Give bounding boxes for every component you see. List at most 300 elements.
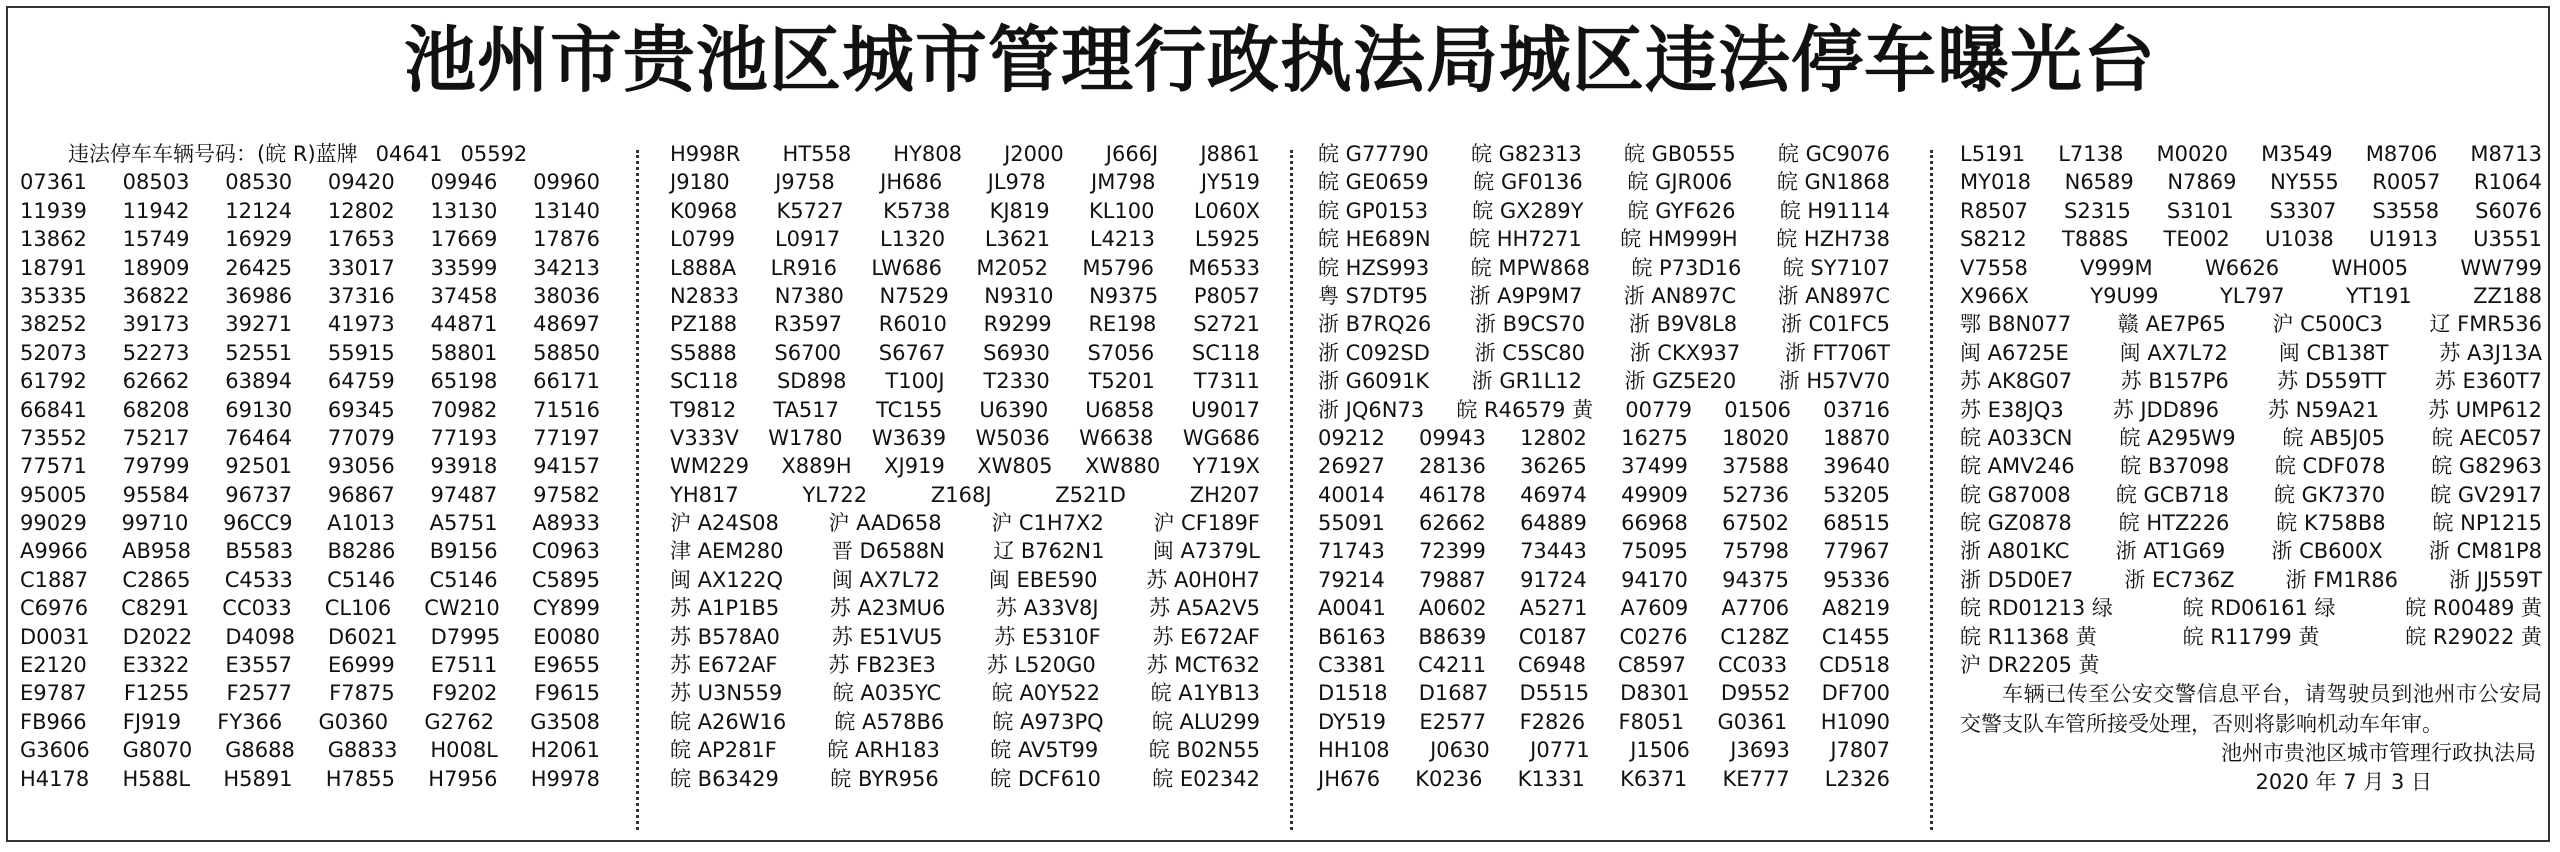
plate-number: 浙 H57V70: [1778, 369, 1890, 394]
plate-number: 苏 E360T7: [2434, 369, 2542, 394]
plate-row: [20, 537, 600, 565]
plate-number: Y719X: [1192, 454, 1260, 479]
plate-number: J666J: [1105, 142, 1159, 166]
plate-number: 09212: [1318, 425, 1385, 450]
plate-number: 75095: [1621, 539, 1688, 564]
plate-row: [1318, 736, 1890, 764]
plate-number: D1518: [1318, 681, 1388, 706]
plate-number: F8051: [1618, 709, 1685, 734]
plate-number: S7056: [1087, 340, 1155, 365]
plate-number: Z168J: [930, 482, 992, 507]
plate-number: 苏 JDD896: [2112, 397, 2219, 422]
plate-number: 97582: [533, 482, 600, 507]
plate-number: YT191: [2345, 283, 2412, 308]
plate-number: J0771: [1530, 738, 1590, 763]
plate-number: E3557: [225, 653, 293, 678]
plate-number: 沪 DR2205 黄: [1960, 653, 2100, 678]
plate-number: 62662: [122, 369, 190, 394]
plate-number: V7558: [1960, 255, 2028, 280]
plate-number: 浙 AT1G69: [2115, 539, 2226, 564]
plate-number: 71516: [533, 397, 600, 422]
plate-number: 39271: [225, 312, 293, 337]
plate-number: K5738: [883, 198, 951, 223]
plate-number: 皖 HM999H: [1620, 227, 1738, 252]
plate-row: [1318, 424, 1890, 452]
plate-number: C6948: [1517, 653, 1587, 678]
plate-number: 苏 UMP612: [2428, 397, 2542, 422]
plate-number: SC118: [670, 369, 739, 394]
plate-number: S2315: [2064, 198, 2131, 223]
plate-row: [1318, 254, 1890, 282]
plate-number: 皖 GF0136: [1473, 170, 1583, 195]
plate-number: 62662: [1419, 511, 1486, 536]
plate-number: D1687: [1418, 681, 1489, 706]
plate-number: JM798: [1091, 170, 1156, 195]
plate-number: R3597: [773, 312, 842, 337]
plate-number: C8291: [121, 596, 190, 621]
plate-row: [1318, 140, 1890, 168]
plate-number: 63894: [225, 369, 293, 394]
plate-number: 苏 N59A21: [2267, 397, 2380, 422]
plate-number: 46178: [1419, 482, 1486, 507]
plate-number: 苏 MCT632: [1146, 653, 1260, 678]
plate-number: TC155: [876, 397, 943, 422]
plate-row: [1960, 367, 2542, 395]
plate-number: 99710: [121, 511, 189, 536]
plate-number: 皖 A033CN: [1960, 425, 2073, 450]
plate-row: [20, 566, 600, 594]
plate-row: [20, 367, 600, 395]
plate-number: 26425: [225, 255, 293, 280]
plate-number: M2052: [976, 255, 1048, 280]
plate-number: M0020: [2156, 142, 2229, 166]
plate-row: [670, 566, 1260, 594]
plate-row: [1318, 537, 1890, 565]
issuer-signature: 池州市贵池区城市管理行政执法局: [2221, 741, 2536, 766]
plate-number: W1780: [768, 425, 843, 450]
plate-number: 18870: [1823, 425, 1890, 450]
plate-number: S3307: [2269, 198, 2337, 223]
plate-row: [20, 396, 600, 424]
plate-number: L060X: [1193, 198, 1260, 223]
plate-number: YH817: [670, 482, 739, 507]
plate-number: 苏 A0H0H7: [1146, 567, 1260, 592]
plate-number: 95584: [122, 482, 190, 507]
plate-number: JH676: [1318, 766, 1381, 791]
plate-number: L5191: [1960, 142, 2026, 166]
plate-number: 37316: [327, 283, 395, 308]
plate-row: [670, 225, 1260, 253]
plate-number: T9812: [670, 397, 737, 422]
plate-row: [20, 197, 600, 225]
page-title: 池州市贵池区城市管理行政执法局城区违法停车曝光台: [403, 17, 2156, 102]
plate-number: 皖 G77790: [1318, 142, 1429, 166]
plate-column-3: [1318, 140, 1890, 793]
plate-number: 94375: [1722, 567, 1789, 592]
plate-row: [670, 509, 1260, 537]
plate-number: 皖 NP1215: [2432, 511, 2542, 536]
plate-number: R1064: [2473, 170, 2542, 195]
plate-number: 77193: [430, 425, 498, 450]
plate-number: 71743: [1318, 539, 1385, 564]
plate-number: K5727: [776, 198, 844, 223]
plate-number: 09946: [430, 170, 498, 195]
plate-number: 皖 E02342: [1152, 766, 1260, 791]
plate-row: [670, 537, 1260, 565]
plate-number: U3551: [2473, 227, 2542, 252]
plate-number: 鄂 B8N077: [1960, 312, 2072, 337]
plate-number: 苏 L520G0: [986, 653, 1096, 678]
plate-row: [20, 225, 600, 253]
plate-number: H7956: [428, 766, 498, 791]
plate-number: 皖 GX289Y: [1472, 198, 1584, 223]
plate-number: 38252: [20, 312, 87, 337]
plate-number: C6976: [20, 596, 89, 621]
plate-number: FY366: [217, 709, 283, 734]
plate-number: 苏 A33V8J: [995, 596, 1099, 621]
plate-number: W6638: [1079, 425, 1154, 450]
plate-number: 40014: [1318, 482, 1385, 507]
plate-number: 26927: [1318, 454, 1385, 479]
plate-row: [1960, 254, 2542, 282]
plate-number: 苏 A1P1B5: [670, 596, 780, 621]
plate-number: 粤 S7DT95: [1318, 283, 1429, 308]
plate-number: 77197: [533, 425, 600, 450]
plate-number: 沪 AAD658: [828, 511, 942, 536]
plate-row: [670, 736, 1260, 764]
plate-number: 皖 GZ0878: [1960, 511, 2072, 536]
plate-number: M5796: [1082, 255, 1154, 280]
plate-number: L2326: [1824, 766, 1890, 791]
plate-number: 94157: [533, 454, 600, 479]
plate-number: L4213: [1089, 227, 1156, 252]
plate-number: J9758: [775, 170, 835, 195]
plate-number: D9552: [1720, 681, 1791, 706]
plate-number: 苏 D559TT: [2277, 369, 2387, 394]
plate-number: K1331: [1517, 766, 1585, 791]
plate-number: 浙 C5SC80: [1474, 340, 1585, 365]
plate-number: A8933: [532, 511, 600, 536]
plate-number: 41973: [327, 312, 395, 337]
plate-number: J1506: [1630, 738, 1690, 763]
plate-number: 苏 A3J13A: [2439, 340, 2542, 365]
plate-number: T100J: [885, 369, 945, 394]
plate-number: 05592: [460, 142, 528, 166]
plate-row: [1960, 140, 2542, 168]
plate-number: H998R: [670, 142, 741, 166]
plate-number: 67502: [1722, 511, 1789, 536]
plate-number: N7529: [879, 283, 949, 308]
plate-number: 70982: [430, 397, 498, 422]
plate-number: 浙 JJ559T: [2449, 567, 2542, 592]
plate-number: N7380: [774, 283, 844, 308]
plate-number: 皖 GJR006: [1627, 170, 1733, 195]
plate-number: CC033: [1717, 653, 1788, 678]
plate-number: 皖 GYF626: [1627, 198, 1736, 223]
plate-number: 皖 B02N55: [1148, 738, 1260, 763]
plate-number: 苏 E51VU5: [831, 624, 943, 649]
plate-number: 00779: [1625, 397, 1693, 422]
plate-row: [1318, 708, 1890, 736]
plate-row: [20, 651, 600, 679]
plate-number: C0276: [1619, 624, 1688, 649]
plate-number: 92501: [225, 454, 293, 479]
plate-number: 35335: [20, 283, 87, 308]
plate-number: 皖 HZH738: [1776, 227, 1890, 252]
plate-number: H4178: [20, 766, 90, 791]
plate-number: T5201: [1088, 369, 1155, 394]
plate-number: 15749: [122, 227, 190, 252]
plate-number: 皖 BYR956: [830, 766, 939, 791]
plate-number: J2000: [1004, 142, 1064, 166]
plate-number: 皖 G82963: [2431, 454, 2542, 479]
plate-number: E6999: [327, 653, 395, 678]
plate-number: C5146: [429, 567, 498, 592]
plate-number: G3606: [20, 738, 90, 763]
plate-number: 津 AEM280: [670, 539, 784, 564]
plate-number: 96867: [327, 482, 395, 507]
plate-number: 皖 R11799 黄: [2182, 624, 2320, 649]
plate-number: 皖 RD06161 绿: [2182, 596, 2336, 621]
plate-number: 17653: [327, 227, 395, 252]
plate-row: [670, 197, 1260, 225]
plate-number: R0057: [2372, 170, 2441, 195]
plate-number: 16929: [225, 227, 293, 252]
plate-number: R6010: [878, 312, 947, 337]
plate-number: F7875: [329, 681, 395, 706]
plate-number: 93056: [327, 454, 395, 479]
plate-number: 37458: [430, 283, 498, 308]
plate-number: L5925: [1194, 227, 1260, 252]
plate-number: 皖 R46579 黄: [1456, 397, 1594, 422]
plate-number: F2577: [226, 681, 293, 706]
plate-row: [1318, 168, 1890, 196]
plate-row: [670, 168, 1260, 196]
plate-number: B5583: [225, 539, 294, 564]
plate-number: C128Z: [1720, 624, 1790, 649]
plate-number: 09960: [533, 170, 600, 195]
plate-row: [20, 168, 600, 196]
plate-number: HT558: [782, 142, 852, 166]
plate-number: S6767: [878, 340, 946, 365]
plate-number: 77079: [327, 425, 395, 450]
plate-number: 11939: [20, 198, 87, 223]
plate-number: M8713: [2470, 142, 2542, 166]
plate-number: TA517: [773, 397, 839, 422]
plate-number: J3693: [1730, 738, 1790, 763]
column-divider: [636, 150, 639, 830]
plate-number: DY519: [1318, 709, 1386, 734]
plate-row: [670, 424, 1260, 452]
plate-number: N7869: [2167, 170, 2237, 195]
plate-number: D2022: [122, 624, 193, 649]
plate-row: [1318, 197, 1890, 225]
intro-label: 违法停车车辆号码：(皖 R)蓝牌: [68, 142, 358, 166]
plate-number: L7138: [2058, 142, 2124, 166]
plate-number: M3549: [2261, 142, 2333, 166]
plate-number: G2762: [424, 709, 495, 734]
plate-number: 浙 D5D0E7: [1960, 567, 2074, 592]
plate-number: L0917: [774, 227, 841, 252]
plate-number: 12802: [327, 198, 395, 223]
plate-number: 58850: [533, 340, 600, 365]
plate-number: V999M: [2080, 255, 2153, 280]
plate-number: R8507: [1960, 198, 2029, 223]
plate-number: 73443: [1520, 539, 1587, 564]
plate-number: 皖 A035YC: [832, 681, 942, 706]
plate-number: 皖 MPW868: [1470, 255, 1590, 280]
plate-row: [20, 424, 600, 452]
plate-number: YL797: [2219, 283, 2285, 308]
plate-row: [670, 140, 1260, 168]
plate-number: 浙 B7RQ26: [1318, 312, 1432, 337]
plate-row: [670, 651, 1260, 679]
plate-number: E9655: [533, 653, 600, 678]
plate-number: 33017: [327, 255, 395, 280]
plate-number: 39173: [122, 312, 190, 337]
plate-number: J8861: [1200, 142, 1260, 166]
plate-number: S2721: [1193, 312, 1260, 337]
plate-number: 77967: [1823, 539, 1890, 564]
plate-number: 72399: [1419, 539, 1486, 564]
plate-number: 66171: [533, 369, 600, 394]
plate-number: S6700: [774, 340, 842, 365]
plate-number: CD518: [1819, 653, 1890, 678]
plate-row: [20, 452, 600, 480]
plate-number: 皖 HTZ226: [2118, 511, 2230, 536]
plate-number: 73552: [20, 425, 87, 450]
plate-number: G3508: [530, 709, 600, 734]
plate-number: 55091: [1318, 511, 1385, 536]
plate-number: D7995: [430, 624, 501, 649]
plate-number: G0361: [1717, 709, 1788, 734]
plate-number: FB966: [20, 709, 87, 734]
plate-number: 皖 G82313: [1470, 142, 1582, 166]
plate-number: 苏 B578A0: [670, 624, 780, 649]
plate-number: 76464: [225, 425, 293, 450]
plate-number: E2120: [20, 653, 87, 678]
plate-number: E2577: [1419, 709, 1487, 734]
plate-number: 皖 HE689N: [1318, 227, 1431, 252]
plate-number: 18791: [20, 255, 87, 280]
plate-number: 皖 AB5J05: [2282, 425, 2386, 450]
plate-number: 16275: [1621, 425, 1688, 450]
plate-number: XJ919: [884, 454, 945, 479]
plate-number: 苏 U3N559: [670, 681, 783, 706]
plate-number: K6371: [1620, 766, 1688, 791]
plate-number: 皖 A26W16: [670, 709, 787, 734]
plate-row: [1318, 396, 1890, 424]
plate-number: C1887: [20, 567, 89, 592]
plate-number: T7311: [1193, 369, 1260, 394]
plate-row: [1318, 225, 1890, 253]
plate-number: 皖 CDF078: [2274, 454, 2386, 479]
plate-number: 03716: [1823, 397, 1890, 422]
column-divider: [1290, 150, 1293, 830]
plate-number: 浙 B9V8L8: [1628, 312, 1738, 337]
plate-number: C2865: [122, 567, 191, 592]
plate-row: [1960, 396, 2542, 424]
plate-number: 苏 B157P6: [2120, 369, 2229, 394]
plate-number: A1013: [327, 511, 395, 536]
plate-number: RE198: [1088, 312, 1157, 337]
plate-row: [1960, 225, 2542, 253]
plate-number: E9787: [20, 681, 87, 706]
plate-row: [670, 452, 1260, 480]
plate-number: YL722: [802, 482, 868, 507]
plate-number: P8057: [1193, 283, 1260, 308]
plate-row: [1318, 452, 1890, 480]
plate-number: 36986: [225, 283, 293, 308]
plate-number: 69345: [327, 397, 395, 422]
plate-number: A0602: [1418, 596, 1487, 621]
plate-number: S5888: [670, 340, 737, 365]
plate-number: 浙 C01FC5: [1780, 312, 1890, 337]
plate-number: 28136: [1419, 454, 1486, 479]
plate-number: 12802: [1520, 425, 1587, 450]
plate-number: 13130: [430, 198, 498, 223]
plate-number: 皖 HZS993: [1318, 255, 1430, 280]
plate-row: [1960, 651, 2542, 679]
plate-number: A5271: [1519, 596, 1588, 621]
plate-number: 69130: [225, 397, 293, 422]
plate-row: [670, 396, 1260, 424]
plate-number: HY808: [893, 142, 962, 166]
plate-number: SC118: [1191, 340, 1260, 365]
plate-number: 闽 AX7L72: [2119, 340, 2228, 365]
plate-number: 08503: [122, 170, 190, 195]
plate-number: N9310: [984, 283, 1054, 308]
plate-row: [1960, 594, 2542, 622]
plate-number: N2833: [670, 283, 740, 308]
plate-number: U1038: [2264, 227, 2334, 252]
plate-number: C8597: [1617, 653, 1686, 678]
plate-number: 79799: [122, 454, 190, 479]
plate-number: 赣 AE7P65: [2117, 312, 2226, 337]
plate-number: 皖 K758B8: [2276, 511, 2386, 536]
plate-number: 苏 AK8G07: [1960, 369, 2073, 394]
plate-row: [1960, 566, 2542, 594]
plate-number: 55915: [327, 340, 395, 365]
plate-number: 皖 GK7370: [2274, 482, 2386, 507]
plate-number: 苏 FB23E3: [828, 653, 936, 678]
plate-number: L1320: [879, 227, 946, 252]
intro-line: [20, 140, 600, 168]
plate-number: C4533: [224, 567, 293, 592]
plate-number: KL100: [1088, 198, 1155, 223]
plate-number: 36822: [122, 283, 190, 308]
plate-number: H2061: [530, 738, 600, 763]
plate-row: [1318, 509, 1890, 537]
plate-number: 皖 RD01213 绿: [1960, 596, 2113, 621]
plate-number: 68515: [1823, 511, 1890, 536]
plate-number: L0799: [670, 227, 736, 252]
plate-number: C3381: [1318, 653, 1387, 678]
plate-number: B8639: [1418, 624, 1487, 649]
plate-number: 沪 C500C3: [2272, 312, 2383, 337]
plate-row: [670, 623, 1260, 651]
plate-number: 皖 H91114: [1779, 198, 1890, 223]
plate-number: 皖 R00489 黄: [2405, 596, 2542, 621]
plate-number: AB958: [122, 539, 191, 564]
plate-number: 77571: [20, 454, 87, 479]
plate-number: KJ819: [989, 198, 1050, 223]
plate-number: E3322: [122, 653, 190, 678]
plate-row: [1960, 310, 2542, 338]
plate-number: WH005: [2331, 255, 2409, 280]
plate-number: T888S: [2062, 227, 2129, 252]
plate-number: 58801: [430, 340, 498, 365]
